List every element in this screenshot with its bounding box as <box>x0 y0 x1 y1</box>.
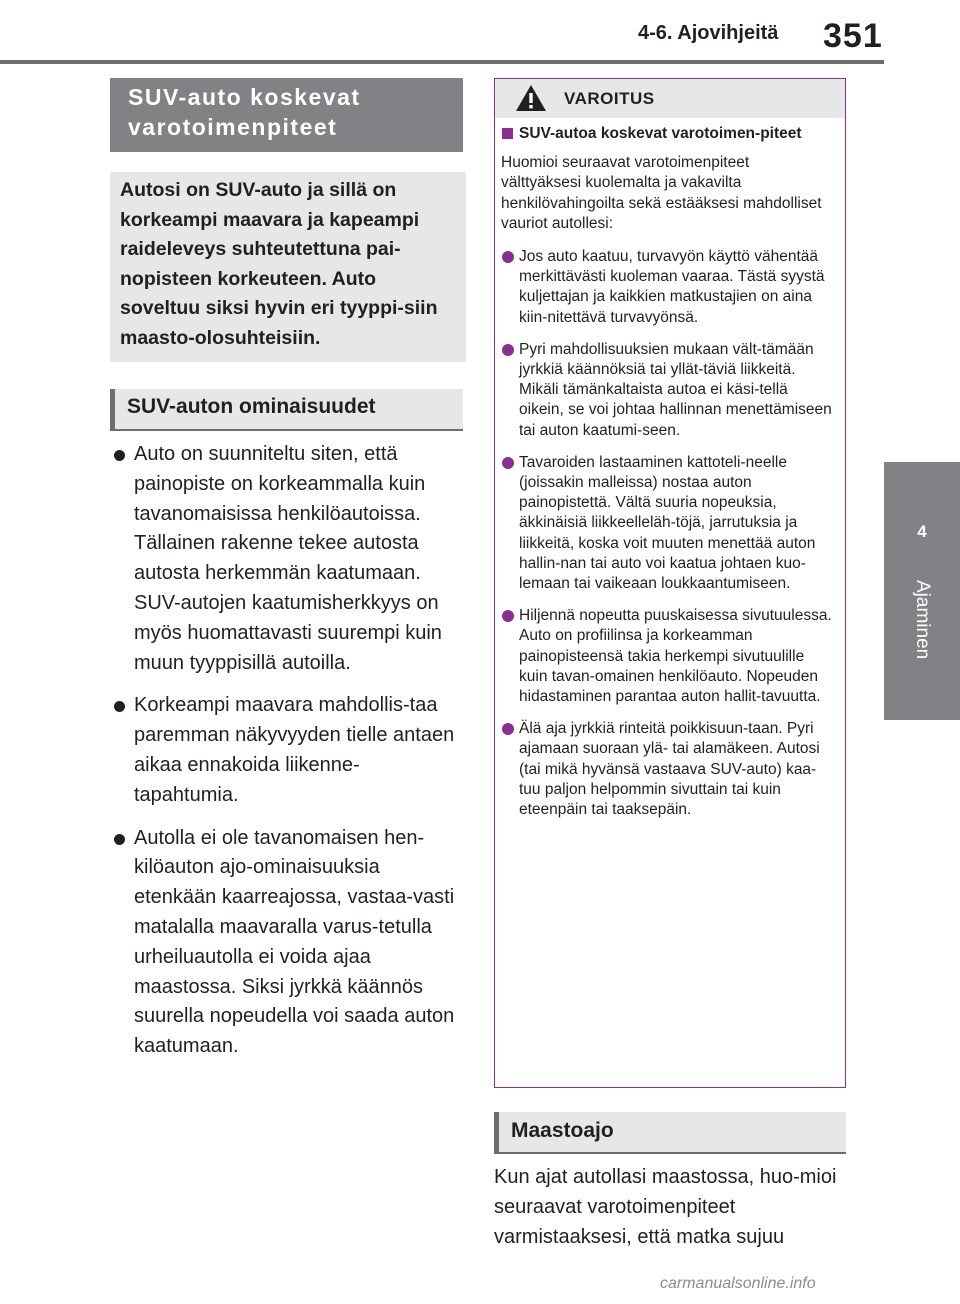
list-item: Tavaroiden lastaaminen kattoteli-neelle (joissakin malleissa) nostaa auton painopistettä. Vältä suuria nopeuksia, äkkinäisiä liikkeelleläh-töjä, jarrutuksia ja liikkeitä, koska voit muuten menettää auton hallin-nan tai auto voi kaatua johtaen kuo-lemaan tai vaikeaan loukkaantumiseen. <box>498 453 832 594</box>
warning-title: VAROITUS <box>564 89 655 108</box>
list-item: Korkeampi maavara mahdollis-taa paremman näkyvyyden tielle antaen aikaa ennakoida liikenne-tapahtumia. <box>110 691 462 810</box>
subheading-rule <box>110 429 463 431</box>
chapter-number: 4 <box>917 522 927 541</box>
warning-content <box>498 124 832 832</box>
warning-intro: Huomioi seuraavat varotoimenpiteet välttyäksesi kuolemalta ja vakavilta henkilövahingoilta sekä estääksesi mahdolliset vauriot autollesi: <box>501 154 822 232</box>
intro-summary: Autosi on SUV-auto ja sillä on korkeampi maavara ja kapeampi raideleveys suhteutettuna pai-nopisteen korkeuteen. Auto soveltuu siksi hyvin eri tyyppi-siin maasto-olosuhteisiin. <box>110 172 466 362</box>
list-item: Autolla ei ole tavanomaisen hen-kilöauton ajo-ominaisuuksia etenkään kaarreajossa, vastaa-vasti matalalla maavaralla varus-tetulla urheiluautolla ei voida ajaa maastossa. Siksi jyrkkä käännös suurella nopeudella voi saada auton kaatumaan. <box>110 824 462 1062</box>
section-title: 4-6. Ajovihjeitä <box>638 22 779 44</box>
header-rule <box>0 60 884 64</box>
maastoajo-rule <box>494 1152 846 1154</box>
chapter-label: Ajaminen <box>912 580 933 660</box>
warning-triangle-icon <box>515 84 547 112</box>
watermark: carmanualsonline.info <box>660 1275 816 1292</box>
list-item: Hiljennä nopeutta puuskaisessa sivutuulessa. Auto on profiilinsa ja korkeamman painopisteensä takia herkempi sivutuulille kuin tavan-omainen henkilöauto. Nopeuden hidastaminen parantaa auton hallit-tavuutta. <box>498 606 832 707</box>
page-number: 351 <box>823 17 883 55</box>
subheading-maastoajo: Maastoajo <box>494 1112 846 1154</box>
topic-title: SUV-auto koskevat varotoimenpiteet <box>110 78 463 152</box>
list-item: Älä aja jyrkkiä rinteitä poikkisuun-taan. Pyri ajamaan suoraan ylä- tai alamäkeen. Autosi (tai mikä hyvänsä vastaava SUV-auto) kaa-tuu paljon helpommin sivuttain tai kuin eteenpäin tai taaksepäin. <box>498 719 832 820</box>
list-item: Auto on suunniteltu siten, että painopiste on korkeammalla kuin tavanomaisissa henkilöautoissa. Tällainen rakenne tekee autosta autosta herkemmän kaatumaan. SUV-autojen kaatumisherkkyys on myös huomattavasti suurempi kuin muun tyyppisillä autoilla. <box>110 440 462 678</box>
feature-bullet-list <box>110 440 462 1075</box>
warning-subheading: SUV-autoa koskevat varotoimen-piteet <box>498 124 832 144</box>
list-item: Jos auto kaatuu, turvavyön käyttö vähentää merkittävästi kuoleman vaaraa. Tästä syystä kuljettajan ja kaikkien matkustajien on aina kiin-nitettävä turvavyönsä. <box>498 247 832 328</box>
list-item: Pyri mahdollisuuksien mukaan vält-tämään jyrkkiä käännöksiä tai yllät-täviä liikkeitä. Mikäli tämänkaltaista autoa ei käsi-tellä oikein, se voi johtaa hallinnan menettämiseen tai auton kaatumi-seen. <box>498 340 832 441</box>
subheading-suv-features: SUV-auton ominaisuudet <box>110 389 463 431</box>
maastoajo-text: Kun ajat autollasi maastossa, huo-mioi seuraavat varotoimenpiteet varmistaaksesi, että matka sujuu <box>494 1166 837 1248</box>
